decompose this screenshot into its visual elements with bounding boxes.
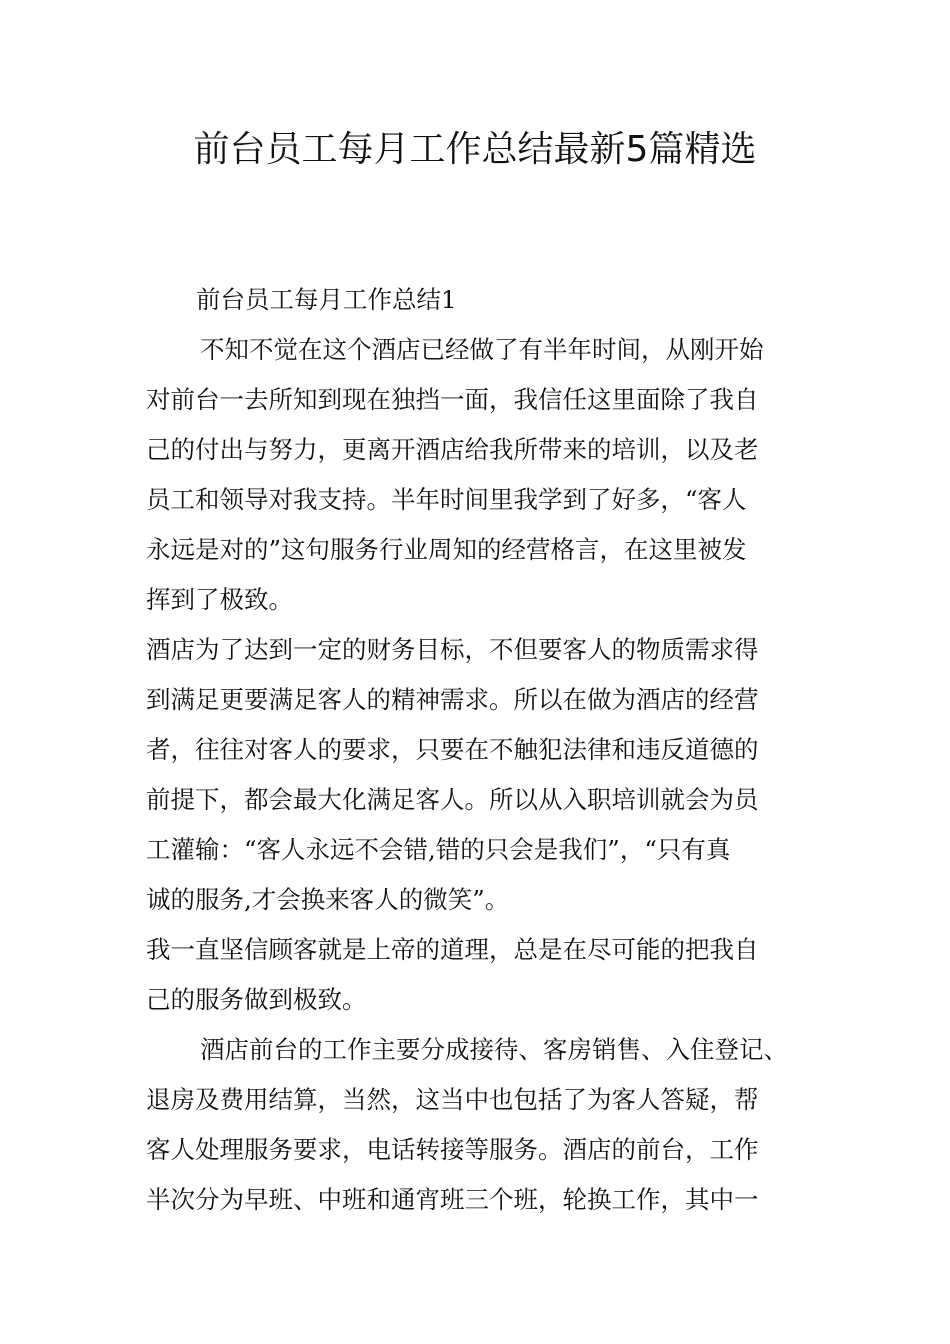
paragraph-line: 挥到了极致。 <box>146 585 293 614</box>
paragraph-line: 工灌输：“客人永远不会错,错的只会是我们”，“只有真 <box>146 835 731 864</box>
paragraph-line: 者，往往对客人的要求，只要在不触犯法律和违反道德的 <box>146 735 759 764</box>
paragraph-line: 酒店为了达到一定的财务目标，不但要客人的物质需求得 <box>146 635 759 664</box>
paragraph-line: 不知不觉在这个酒店已经做了有半年时间，从刚开始 <box>200 335 764 364</box>
paragraph-line: 己的付出与努力，更离开酒店给我所带来的培训，以及老 <box>146 435 759 464</box>
paragraph-line: 到满足更要满足客人的精神需求。所以在做为酒店的经营 <box>146 685 759 714</box>
section-heading: 前台员工每月工作总结1 <box>196 285 457 314</box>
paragraph-line: 前提下，都会最大化满足客人。所以从入职培训就会为员 <box>146 785 759 814</box>
paragraph-line: 客人处理服务要求，电话转接等服务。酒店的前台，工作 <box>146 1135 759 1164</box>
paragraph-line: 我一直坚信顾客就是上帝的道理，总是在尽可能的把我自 <box>146 935 759 964</box>
paragraph-line: 诚的服务,才会换来客人的微笑”。 <box>146 885 510 914</box>
document-title: 前台员工每月工作总结最新5篇精选 <box>193 129 757 170</box>
document-body <box>146 275 818 1225</box>
paragraph-line: 己的服务做到极致。 <box>146 985 367 1014</box>
paragraph-line: 员工和领导对我支持。半年时间里我学到了好多，“客人 <box>146 485 747 514</box>
paragraph-line: 对前台一去所知到现在独挡一面，我信任这里面除了我自 <box>146 385 759 414</box>
paragraph-line: 酒店前台的工作主要分成接待、客房销售、入住登记、 <box>200 1035 788 1064</box>
paragraph-line: 永远是对的”这句服务行业周知的经营格言，在这里被发 <box>146 535 747 564</box>
paragraph-line: 退房及费用结算，当然，这当中也包括了为客人答疑，帮 <box>146 1085 759 1114</box>
paragraph-line: 半次分为早班、中班和通宵班三个班，轮换工作，其中一 <box>146 1185 759 1214</box>
